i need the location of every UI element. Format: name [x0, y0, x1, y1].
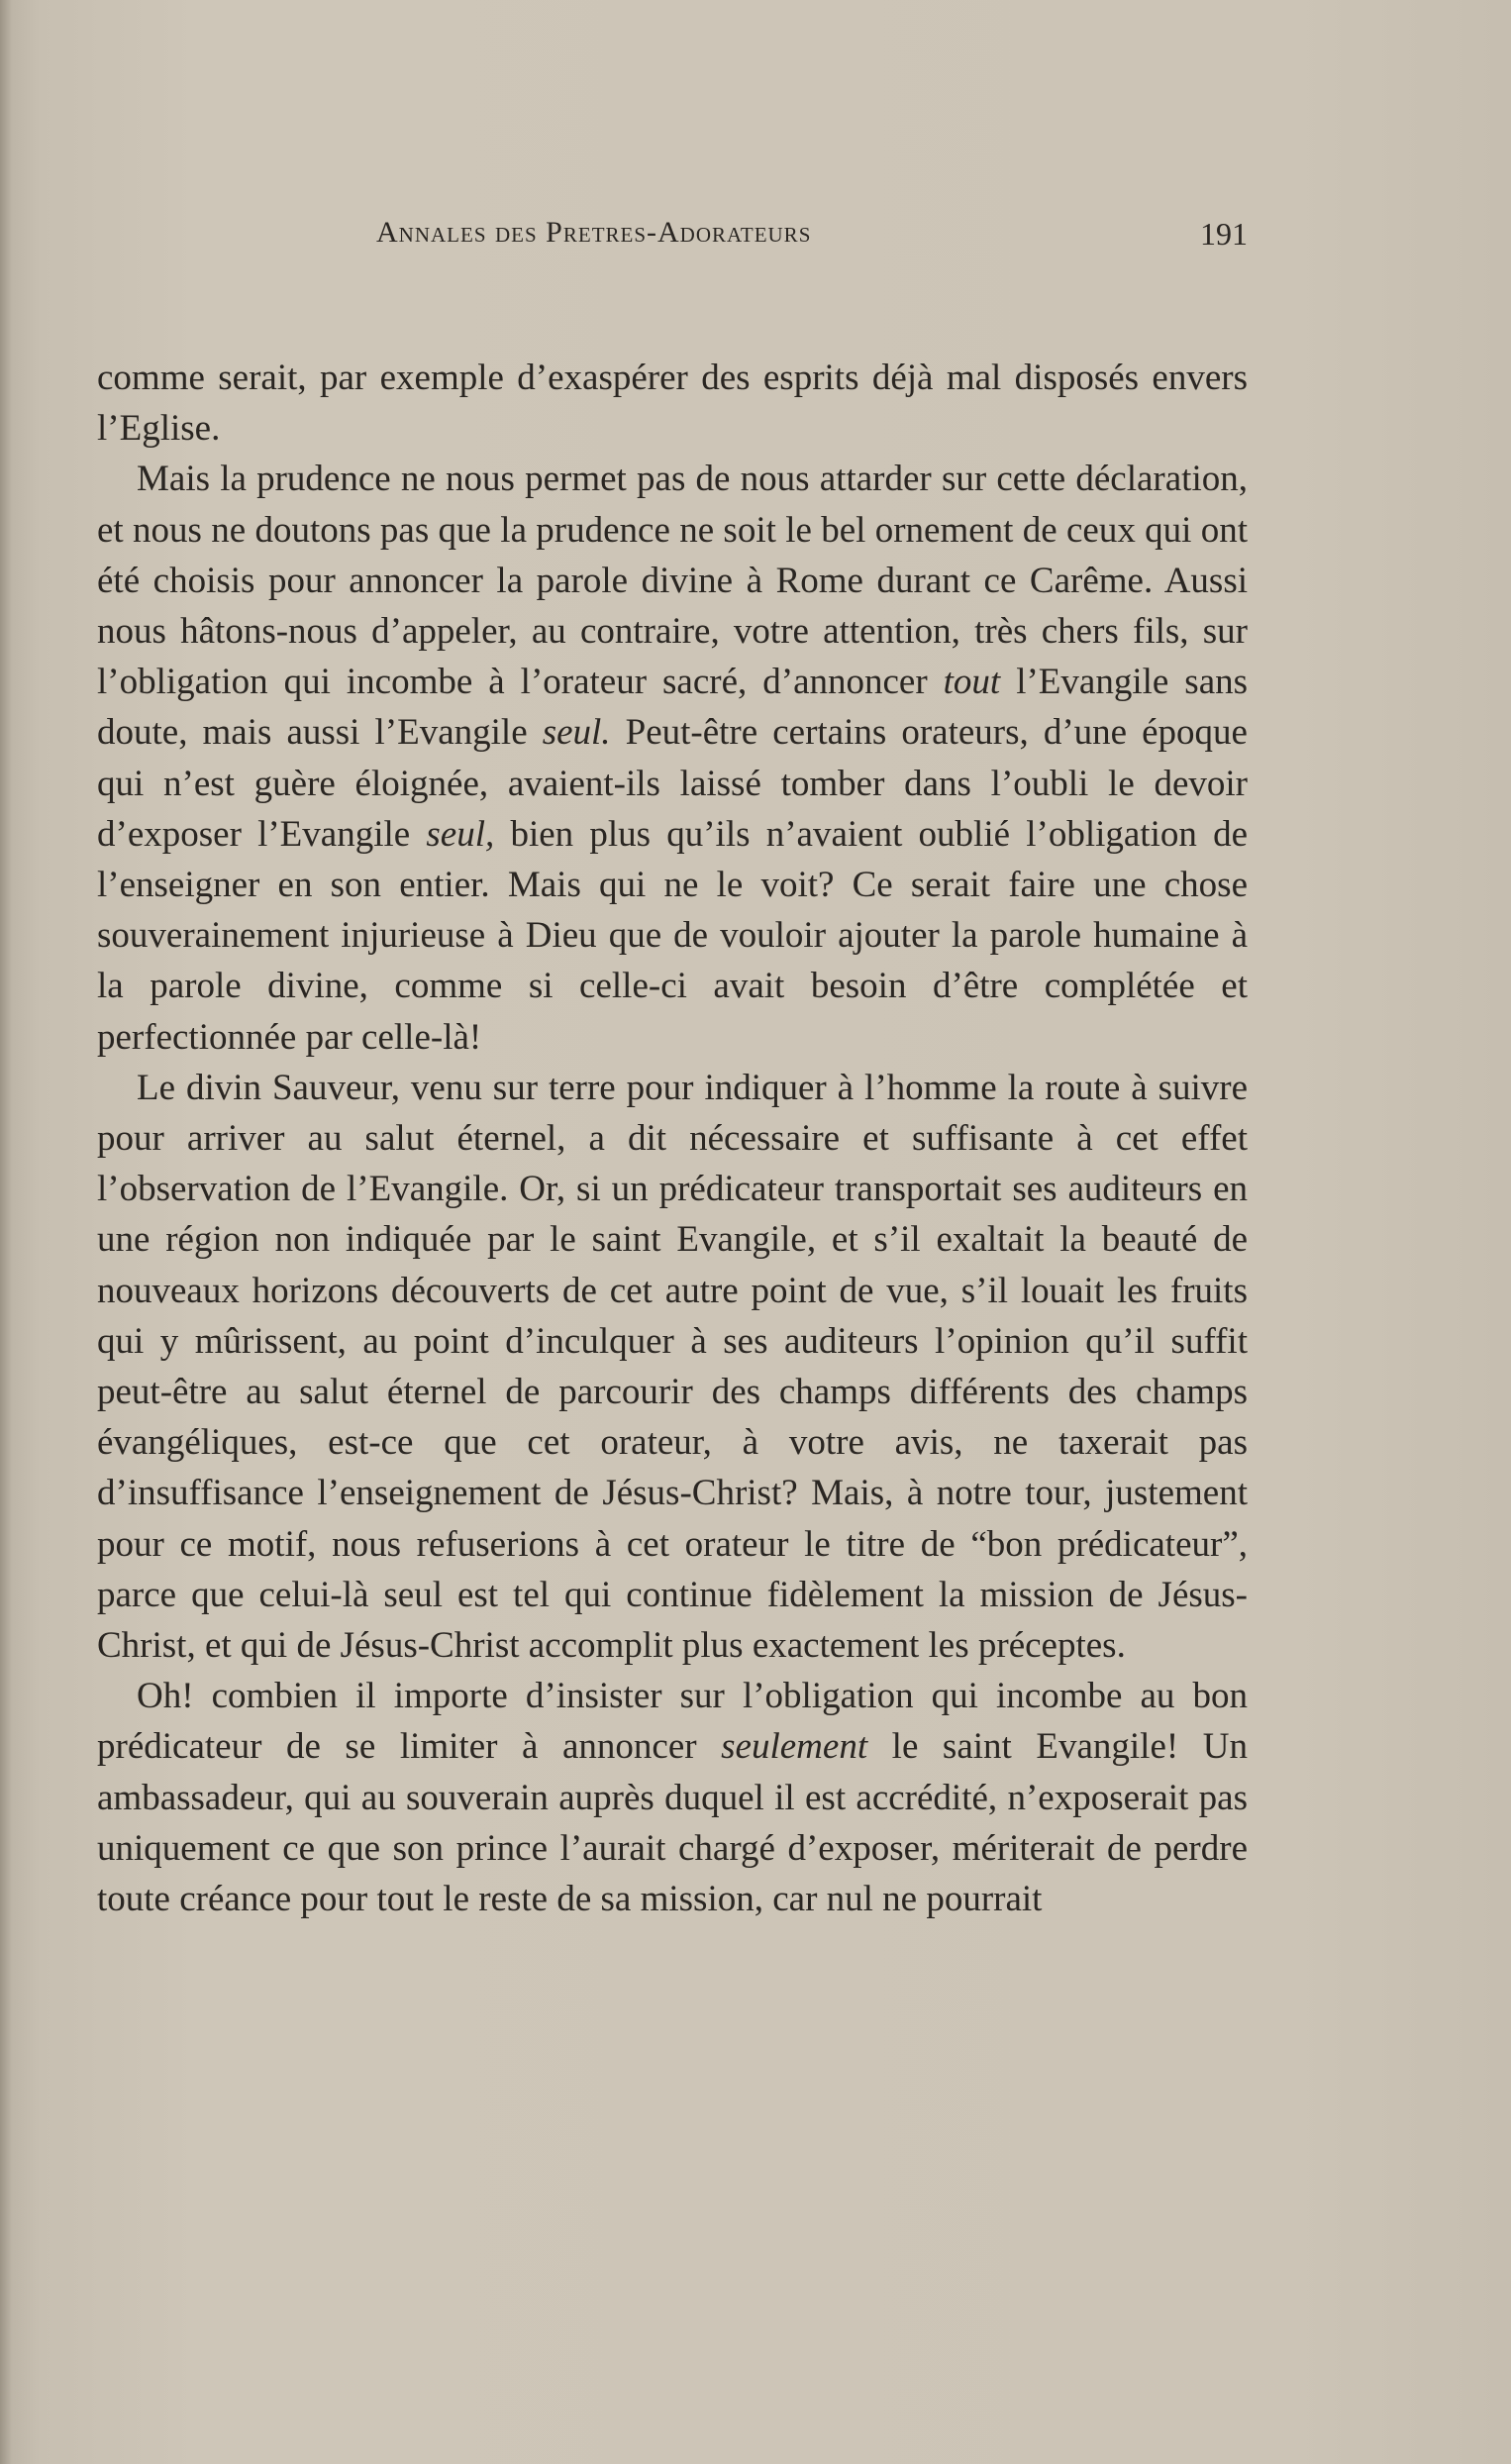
italic-text: tout: [943, 662, 1001, 703]
text-segment: le saint Evangile! Un ambassadeur, qui au souverain auprès duquel il est accrédité, n’exposerait pas uniquement ce que son prince l’aurait chargé d’exposer, mériterait de perdre toute créance pour tout le reste de sa mission, car nul ne pourrait: [97, 1726, 1248, 1920]
text-segment: Le divin Sauveur, venu sur terre pour indiquer à l’homme la route à suivre pour arriver au salut éternel, a dit nécessaire et suffisante à cet effet l’observation de l’Evangile. Or, si un prédicateur transportait ses auditeurs en une région non indiquée par le saint Evangile, et s’il exaltait la beauté de nouveaux horizons découverts de cet autre point de vue, s’il louait les fruits qui y mûrissent, au point d’inculquer à ses auditeurs l’opinion qu’il suffit peut-être au salut éternel de parcourir des champs différents des champs évangéliques, est-ce que cet orateur, à votre avis, ne taxerait pas d’insuffisance l’enseignement de Jésus-Christ? Mais, à notre tour, justement pour ce motif, nous refuserions à cet orateur le titre de “bon prédicateur”, parce que celui-là seul est tel qui continue fidèlement la mission de Jésus-Christ, et qui de Jésus-Christ accomplit plus exactement les préceptes.: [97, 1067, 1248, 1667]
text-segment: Oh! combien il importe d’insister sur l’obligation qui incombe au bon prédicateur de se limiter à annoncer: [97, 1676, 1248, 1768]
paragraph: [97, 1063, 1248, 1671]
italic-text: seul,: [426, 813, 495, 855]
running-title: Annales des Pretres-Adorateurs: [376, 216, 812, 249]
body-text: [97, 353, 1248, 1924]
paragraph: [97, 353, 1248, 454]
text-segment: Peut-être certains orateurs, d’une époque qui n’est guère éloignée, avaient-ils laissé tomber dans l’oubli le devoir d’exposer l’Evangile: [97, 712, 1248, 855]
paragraph: [97, 454, 1248, 1062]
italic-text: seul.: [542, 712, 611, 754]
page-binding-edge: [0, 0, 12, 2464]
text-segment: l’Evangile sans doute, mais aussi l’Evangile: [97, 662, 1249, 754]
text-segment: Mais la prudence ne nous permet pas de nous attarder sur cette déclaration, et nous ne doutons pas que la prudence ne soit le bel ornement de ceux qui ont été choisis pour annoncer la parole divine à Rome durant ce Carême. Aussi nous hâtons-nous d’appeler, au contraire, votre attention, très chers fils, sur l’obligation qui incombe à l’orateur sacré, d’annoncer: [97, 459, 1248, 703]
italic-text: seulement: [721, 1726, 868, 1768]
paragraph: [97, 1671, 1248, 1924]
running-header: [97, 216, 1248, 265]
text-segment: comme serait, par exemple d’exaspérer des esprits déjà mal disposés envers l’Eglise.: [97, 358, 1248, 450]
page-number: 191: [1200, 216, 1248, 252]
text-segment: bien plus qu’ils n’avaient oublié l’obligation de l’enseigner en son entier. Mais qui ne le voit? Ce serait faire une chose souverainement injurieuse à Dieu que de vouloir ajouter la parole humaine à la parole divine, comme si celle-ci avait besoin d’être complétée et perfectionnée par celle-là!: [97, 813, 1248, 1058]
